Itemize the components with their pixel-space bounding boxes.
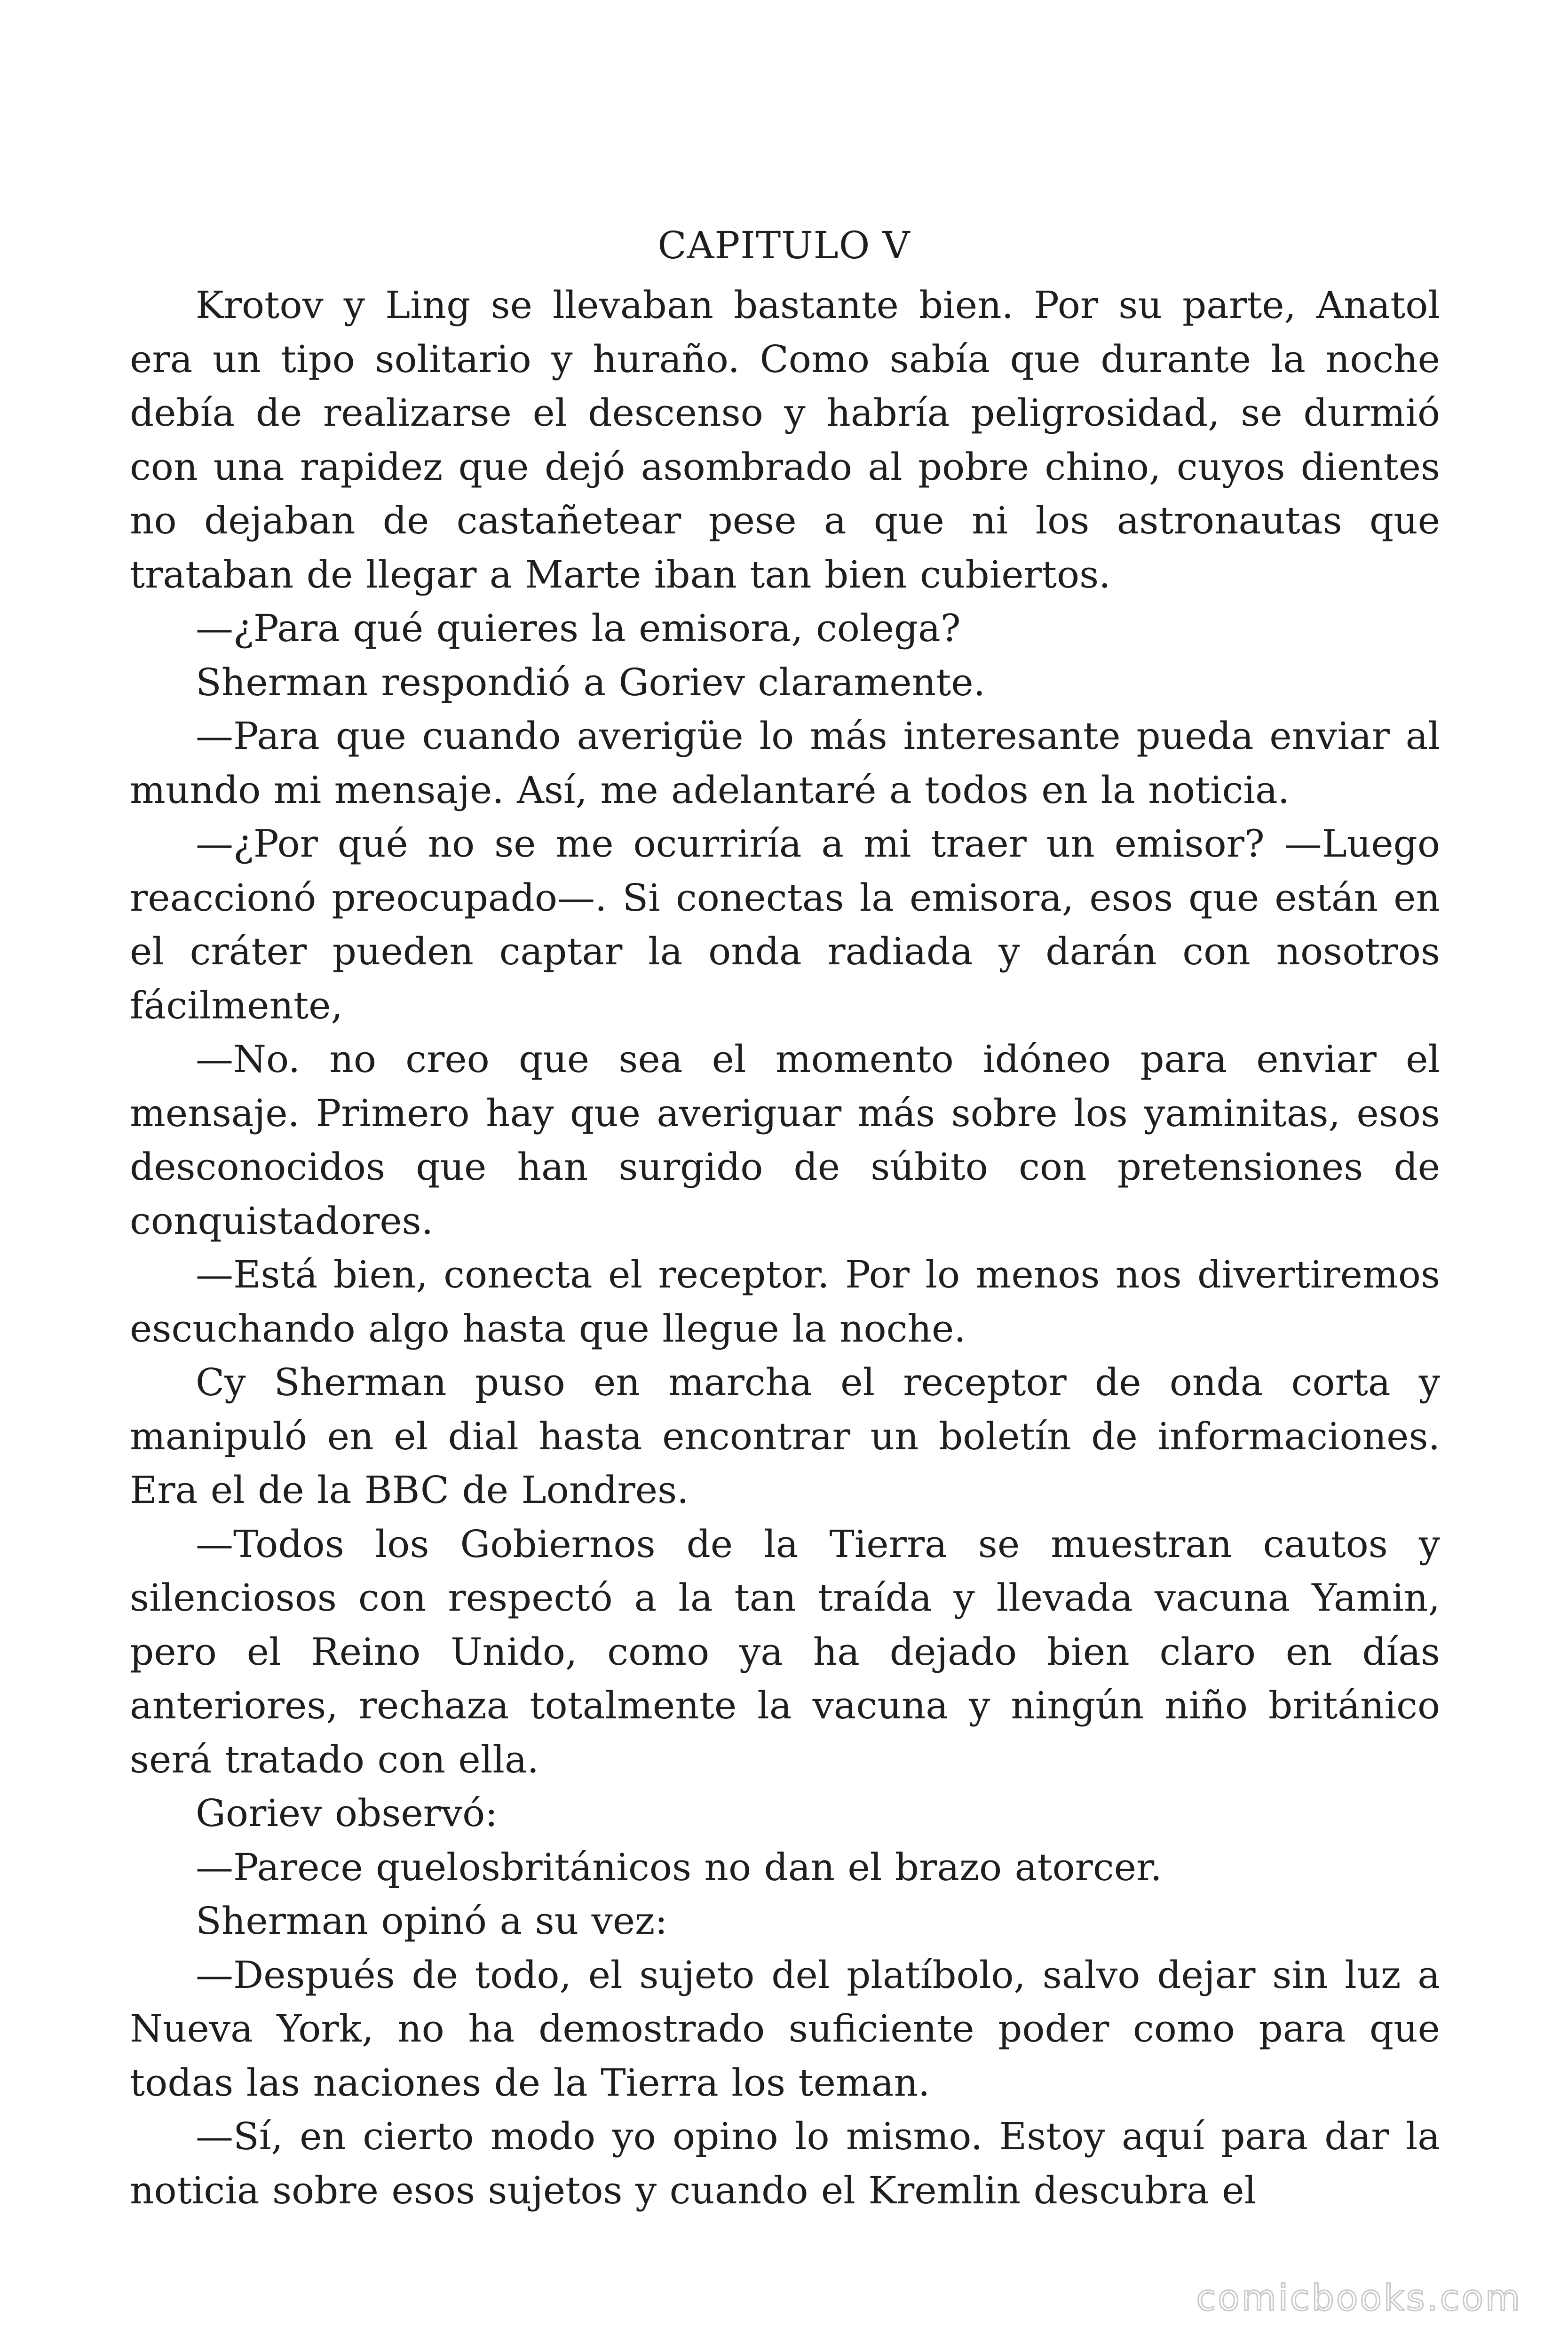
paragraph: Sherman respondió a Goriev claramente. (196, 660, 986, 704)
paragraph: —Parece quelosbritánicos no dan el brazo atorcer. (196, 1845, 1162, 1889)
paragraph: Cy Sherman puso en marcha el receptor de onda corta y manipuló en el dial hasta encontrar un boletín de informaciones. Era el de la BBC de Londres. (130, 1360, 1440, 1512)
paragraph: —Sí, en cierto modo yo opino lo mismo. Estoy aquí para dar la noticia sobre esos sujetos y cuando el Kremlin descubra el (130, 2114, 1440, 2212)
paragraph: —Después de todo, el sujeto del platíbolo, salvo dejar sin luz a Nueva York, no ha demostrado suficiente poder como para que todas las naciones de la Tierra los teman. (130, 1953, 1440, 2105)
watermark: comicbooks.com (1196, 2277, 1522, 2319)
paragraph: Goriev observó: (196, 1791, 498, 1835)
paragraph: Sherman opinó a su vez: (196, 1899, 668, 1943)
chapter-title: CAPITULO V (657, 223, 911, 267)
paragraph: —¿Por qué no se me ocurriría a mi traer un emisor? —Luego reaccionó preocupado—. Si conectas la emisora, esos que están en el cráter pueden captar la onda radiada y darán con nosotros fácilmente, (130, 822, 1440, 1027)
body-text (130, 278, 1440, 2217)
paragraph: —¿Para qué quieres la emisora, colega? (196, 606, 961, 650)
paragraph: Krotov y Ling se llevaban bastante bien. Por su parte, Anatol era un tipo solitario y huraño. Como sabía que durante la noche debía de realizarse el descenso y habría peligrosidad, se durmió con una rapidez que dejó asombrado al pobre chino, cuyos dientes no dejaban de castañetear pese a que ni los astronautas que trataban de llegar a Marte iban tan bien cubiertos. (130, 283, 1440, 596)
paragraph: —Para que cuando averigüe lo más interesante pueda enviar al mundo mi mensaje. Así, me adelantaré a todos en la noticia. (130, 714, 1440, 812)
paragraph: —Todos los Gobiernos de la Tierra se muestran cautos y silenciosos con respectó a la tan traída y llevada vacuna Yamin, pero el Reino Unido, como ya ha dejado bien claro en días anteriores, rechaza totalmente la vacuna y ningún niño británico será tratado con ella. (130, 1522, 1440, 1781)
paragraph: —Está bien, conecta el receptor. Por lo menos nos divertiremos escuchando algo hasta que llegue la noche. (130, 1253, 1440, 1351)
paragraph: —No. no creo que sea el momento idóneo para enviar el mensaje. Primero hay que averiguar más sobre los yaminitas, esos desconocidos que han surgido de súbito con pretensiones de conquistadores. (130, 1037, 1440, 1243)
